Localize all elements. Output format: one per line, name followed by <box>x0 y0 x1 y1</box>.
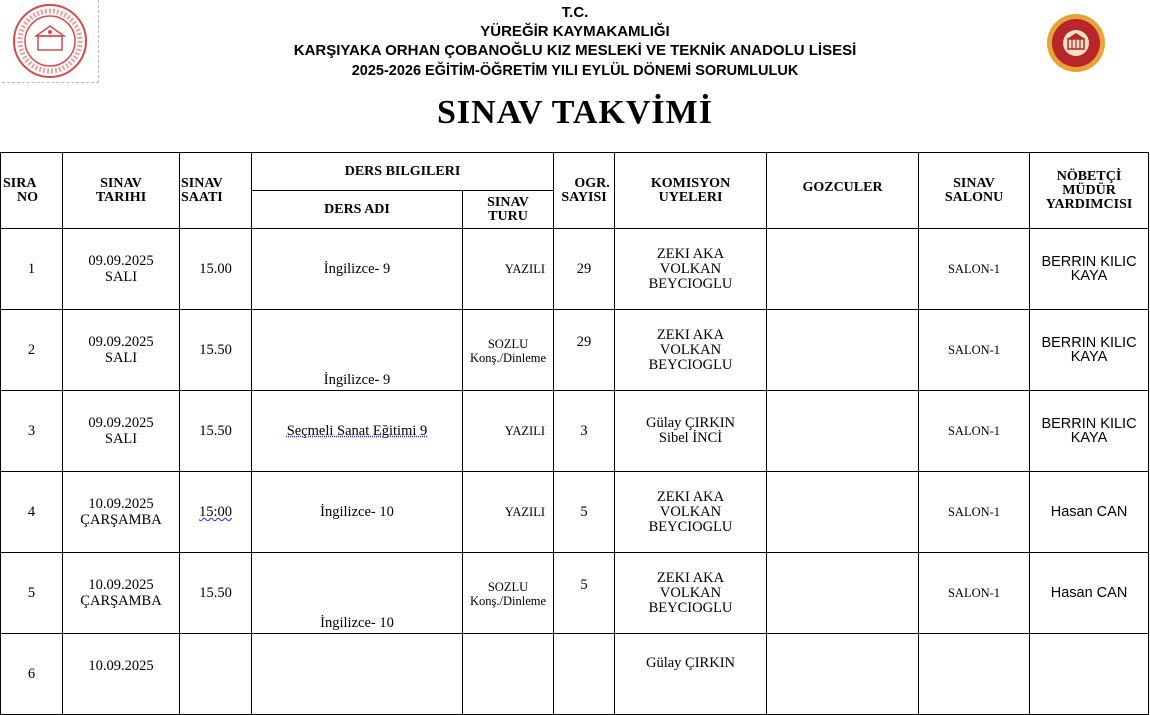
col-nobetci-l3: YARDIMCISI <box>1045 196 1133 212</box>
col-sinav-salonu <box>919 153 1030 229</box>
cell-count: 29 <box>554 310 615 391</box>
kom-3: BEYCIOGLU <box>648 275 733 292</box>
kom-3: BEYCIOGLU <box>648 518 733 535</box>
kom-3: BEYCIOGLU <box>648 356 733 373</box>
ny-2: KAYA <box>1070 349 1108 365</box>
cell-type <box>463 310 554 391</box>
col-sinav-turu <box>463 191 554 229</box>
cell-no: 6 <box>1 634 63 715</box>
col-sinav-salonu-l2: SALONU <box>944 189 1004 205</box>
time: 15.50 <box>199 342 232 358</box>
type-main: YAZILI <box>504 262 546 276</box>
col-sinav-tarihi-l1: SINAV <box>100 175 142 191</box>
cell-salon: SALON-1 <box>919 229 1030 310</box>
cell-salon: SALON-1 <box>919 472 1030 553</box>
col-komisyon <box>615 153 767 229</box>
cell-time <box>180 553 252 634</box>
ny-1: Hasan CAN <box>1050 585 1128 601</box>
col-sira-no-l2: NO <box>17 189 38 205</box>
kom-1: ZEKI AKA <box>656 326 725 343</box>
day: SALI <box>104 350 138 366</box>
cell-gozcu <box>767 553 919 634</box>
cell-no: 2 <box>1 310 63 391</box>
type-main: YAZILI <box>504 424 546 438</box>
kom-2: VOLKAN <box>659 260 722 277</box>
cell-nobetci <box>1030 310 1149 391</box>
col-nobetci <box>1030 153 1149 229</box>
cell-time <box>180 472 252 553</box>
ny-1: BERRIN KILIC <box>1041 335 1137 351</box>
cell-count: 5 <box>554 472 615 553</box>
ny-1: Hasan CAN <box>1050 504 1128 520</box>
course-name: İngilizce- 9 <box>323 261 391 277</box>
cell-salon: SALON-1 <box>919 391 1030 472</box>
cell-date <box>63 553 180 634</box>
col-sinav-saati-l2: SAATI <box>181 189 223 205</box>
page-title: SINAV TAKVİMİ <box>437 94 713 131</box>
day: SALI <box>104 431 138 447</box>
col-sira-no-l1: SIRA <box>3 175 37 191</box>
table-row <box>1 229 1149 310</box>
type-main: SOZLU <box>487 580 529 594</box>
col-komisyon-l1: KOMISYON <box>650 175 731 191</box>
col-sinav-saati <box>180 153 252 229</box>
course-name: Seçmeli Sanat Eğitimi 9 <box>286 423 428 439</box>
cell-date <box>63 472 180 553</box>
cell-time <box>180 229 252 310</box>
cell-type <box>463 472 554 553</box>
cell-salon: SALON-1 <box>919 310 1030 391</box>
date: 09.09.2025 <box>88 253 154 269</box>
cell-komisyon <box>615 310 767 391</box>
day: ÇARŞAMBA <box>80 593 162 609</box>
exam-schedule-table <box>0 152 1149 715</box>
cell-komisyon <box>615 391 767 472</box>
kom-2: VOLKAN <box>659 584 722 601</box>
col-sinav-tarihi-l2: TARIHI <box>95 189 147 205</box>
cell-komisyon <box>615 229 767 310</box>
cell-course <box>252 553 463 634</box>
cell-course <box>252 472 463 553</box>
cell-komisyon <box>615 472 767 553</box>
cell-type <box>463 229 554 310</box>
table-row <box>1 310 1149 391</box>
date: 09.09.2025 <box>88 334 154 350</box>
day: ÇARŞAMBA <box>80 512 162 528</box>
date: 10.09.2025 <box>88 577 154 593</box>
time: 15.50 <box>199 585 232 601</box>
col-gozculer: GOZCULER <box>767 153 919 229</box>
ny-1: BERRIN KILIC <box>1041 254 1137 270</box>
cell-time <box>180 310 252 391</box>
header-line-2: YÜREĞİR KAYMAKAMLIĞI <box>480 23 670 40</box>
col-ders-bilgileri: DERS BILGILERI <box>252 153 554 191</box>
cell-no: 1 <box>1 229 63 310</box>
cell-nobetci <box>1030 229 1149 310</box>
col-sinav-turu-l2: TURU <box>488 208 528 224</box>
kom-1: ZEKI AKA <box>656 245 725 262</box>
kom-2: VOLKAN <box>659 503 722 520</box>
date: 09.09.2025 <box>88 415 154 431</box>
col-ogr-sayisi-l2: SAYISI <box>561 189 607 205</box>
cell-type <box>463 553 554 634</box>
header-line-4: 2025-2026 EĞİTİM-ÖĞRETİM YILI EYLÜL DÖNEMİ SORUMLULUK <box>351 63 799 79</box>
table-row <box>1 472 1149 553</box>
course-name: İngilizce- 10 <box>320 504 394 520</box>
time: 15.50 <box>199 423 232 439</box>
cell-date <box>63 229 180 310</box>
kom-2: Sibel İNCİ <box>658 430 723 446</box>
ny-2: KAYA <box>1070 430 1108 446</box>
type-sub: Konş./Dinleme <box>469 594 547 608</box>
header-line-3: KARŞIYAKA ORHAN ÇOBANOĞLU KIZ MESLEKİ VE TEKNİK ANADOLU LİSESİ <box>293 42 857 59</box>
cell-nobetci <box>1030 472 1149 553</box>
col-komisyon-l2: UYELERI <box>658 189 723 205</box>
type-sub: Konş./Dinleme <box>469 351 547 365</box>
cell-no: 3 <box>1 391 63 472</box>
cell-count: 29 <box>554 229 615 310</box>
col-ders-adi: DERS ADI <box>252 191 463 229</box>
col-sinav-salonu-l1: SINAV <box>953 175 995 191</box>
course-name: İngilizce- 9 <box>323 372 391 388</box>
ny-2: KAYA <box>1070 268 1108 284</box>
col-nobetci-l2: MÜDÜR <box>1062 182 1116 198</box>
kom-1: Gülay ÇIRKIN <box>646 655 736 671</box>
time: 15:00 <box>198 504 233 520</box>
cell-nobetci <box>1030 391 1149 472</box>
header-line-1: T.C. <box>561 4 589 21</box>
cell-no: 5 <box>1 553 63 634</box>
type-main: YAZILI <box>504 505 546 519</box>
cell-course <box>252 391 463 472</box>
cell-gozcu <box>767 472 919 553</box>
cell-no: 4 <box>1 472 63 553</box>
cell-komisyon <box>615 553 767 634</box>
kom-3: BEYCIOGLU <box>648 599 733 616</box>
col-sinav-saati-l1: SINAV <box>181 175 223 191</box>
cell-time <box>180 391 252 472</box>
cell-date <box>63 310 180 391</box>
table-row <box>1 553 1149 634</box>
table-row <box>1 391 1149 472</box>
cell-course <box>252 310 463 391</box>
col-sinav-turu-l1: SINAV <box>487 194 529 210</box>
type-main: SOZLU <box>487 337 529 351</box>
cell-gozcu <box>767 391 919 472</box>
day: SALI <box>104 269 138 285</box>
cell-count: 5 <box>554 553 615 634</box>
kom-2: VOLKAN <box>659 341 722 358</box>
cell-type <box>463 391 554 472</box>
time: 15.00 <box>199 261 232 277</box>
col-nobetci-l1: NÖBETÇİ <box>1056 168 1122 184</box>
kom-1: ZEKI AKA <box>656 569 725 586</box>
cell-count: 3 <box>554 391 615 472</box>
cell-salon: SALON-1 <box>919 553 1030 634</box>
col-ogr-sayisi-l1: OGR. <box>574 175 610 191</box>
kom-1: ZEKI AKA <box>656 488 725 505</box>
cell-course <box>252 229 463 310</box>
ny-1: BERRIN KILIC <box>1041 416 1137 432</box>
date: 10.09.2025 <box>88 658 154 674</box>
course-name: İngilizce- 10 <box>320 615 394 631</box>
cell-gozcu <box>767 229 919 310</box>
kom-1: Gülay ÇIRKIN <box>646 415 736 431</box>
col-sira-no <box>1 153 63 229</box>
col-sinav-tarihi <box>63 153 180 229</box>
cell-gozcu <box>767 310 919 391</box>
date: 10.09.2025 <box>88 496 154 512</box>
cell-nobetci <box>1030 553 1149 634</box>
col-ogr-sayisi <box>554 153 615 229</box>
cell-date <box>63 391 180 472</box>
